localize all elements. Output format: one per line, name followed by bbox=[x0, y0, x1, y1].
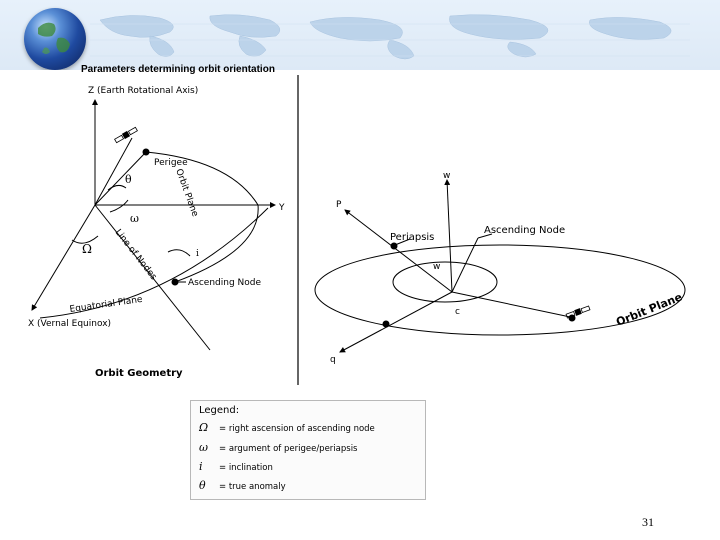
descending-node-dot bbox=[383, 321, 390, 328]
q-axis-label: q bbox=[330, 355, 336, 365]
legend-text: = argument of perigee/periapsis bbox=[219, 444, 358, 454]
legend-text: = true anomaly bbox=[219, 482, 286, 492]
theta-label: θ bbox=[125, 173, 132, 186]
legend-symbol: ω bbox=[199, 441, 208, 454]
legend-text: = right ascension of ascending node bbox=[219, 424, 375, 434]
ascending-node-dot bbox=[172, 279, 179, 286]
perigee-dot bbox=[143, 149, 150, 156]
inclination-arc bbox=[168, 250, 190, 256]
legend-box bbox=[190, 400, 426, 500]
w-axis-label: w bbox=[443, 171, 451, 181]
perigee-line bbox=[95, 152, 146, 205]
page-number: 31 bbox=[642, 515, 654, 529]
omega-angle-label: w bbox=[433, 262, 441, 272]
legend-symbol: Ω bbox=[199, 421, 209, 434]
equatorial-plane-label: Equatorial Plane bbox=[69, 294, 144, 315]
y-axis-label: Y bbox=[279, 203, 285, 213]
legend-row bbox=[199, 441, 358, 454]
slide-title: Parameters determining orbit orientation bbox=[81, 64, 275, 75]
omega-big-label: Ω bbox=[82, 242, 92, 256]
orbit-plane-diagram bbox=[315, 180, 685, 352]
p-axis bbox=[345, 210, 452, 292]
orbit-geometry-caption: Orbit Geometry bbox=[95, 368, 183, 379]
orbit-geometry-diagram bbox=[32, 100, 275, 350]
legend-header: Legend: bbox=[199, 405, 240, 416]
legend-row bbox=[199, 460, 273, 473]
orbit-plane-label: Orbit Plane bbox=[173, 167, 200, 219]
line-of-nodes-label: Line of Nodes bbox=[112, 227, 159, 283]
legend-text: = inclination bbox=[219, 463, 273, 473]
world-map-graphic bbox=[90, 10, 690, 62]
center-label: c bbox=[455, 307, 460, 317]
satellite-icon-right bbox=[566, 305, 591, 319]
z-axis-label: Z (Earth Rotational Axis) bbox=[88, 86, 199, 96]
periapsis-dot bbox=[391, 243, 398, 250]
satellite-icon bbox=[114, 126, 138, 143]
header-banner bbox=[0, 0, 720, 70]
omega-arc bbox=[110, 200, 128, 212]
satellite-axis bbox=[452, 292, 575, 318]
equatorial-plane-curve bbox=[40, 208, 268, 318]
legend-row bbox=[199, 479, 286, 492]
perigee-label: Perigee bbox=[154, 158, 188, 168]
periapsis-label: Periapsis bbox=[390, 232, 435, 243]
globe-icon bbox=[24, 8, 86, 70]
orbit-diagram bbox=[0, 70, 720, 400]
inclination-label: i bbox=[196, 249, 199, 259]
legend-symbol: i bbox=[199, 460, 203, 473]
orbit-plane-label-right: Orbit Plane bbox=[614, 290, 685, 329]
legend-row bbox=[199, 421, 375, 434]
omega-small-label: ω bbox=[130, 212, 139, 225]
ascending-node-label: Ascending Node bbox=[188, 278, 262, 288]
w-axis bbox=[447, 180, 452, 292]
x-axis-label: X (Vernal Equinox) bbox=[28, 319, 112, 329]
p-axis-label: P bbox=[336, 200, 342, 210]
orbit-curve bbox=[146, 152, 258, 282]
ascending-node-label-right: Ascending Node bbox=[484, 225, 566, 236]
q-axis bbox=[340, 292, 452, 352]
x-axis bbox=[32, 205, 95, 310]
legend-symbol: θ bbox=[199, 479, 206, 492]
satellite-line bbox=[95, 138, 132, 205]
